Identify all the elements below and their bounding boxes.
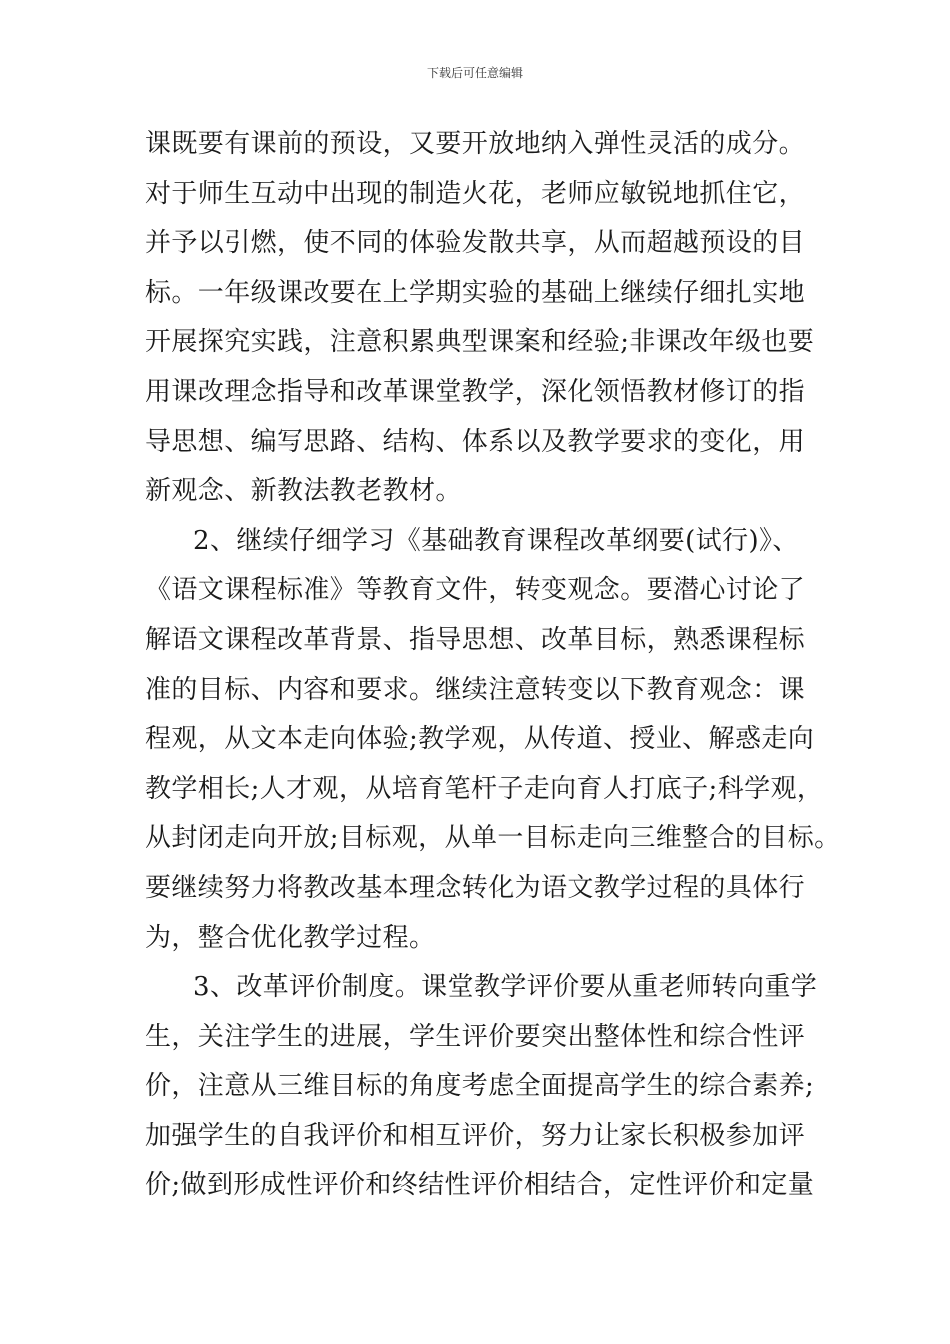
- text-line: 准的目标、内容和要求。继续注意转变以下教育观念：课: [145, 674, 806, 705]
- text-line: 为，整合优化教学过程。: [145, 922, 436, 953]
- paragraph-start-line: 2、继续仔细学习《基础教育课程改革纲要(试行)》、: [193, 525, 799, 556]
- text-line: 生，关注学生的进展，学生评价要突出整体性和综合性评: [145, 1021, 806, 1052]
- text-line: 要继续努力将教改基本理念转化为语文教学过程的具体行: [145, 872, 806, 903]
- text-line: 标。一年级课改要在上学期实验的基础上继续仔细扎实地: [145, 277, 806, 308]
- text-line: 用课改理念指导和改革课堂教学，深化领悟教材修订的指: [145, 376, 806, 407]
- text-line: 加强学生的自我评价和相互评价，努力让家长积极参加评: [145, 1120, 806, 1151]
- text-line: 开展探究实践，注意积累典型课案和经验;非课改年级也要: [145, 327, 815, 358]
- text-line: 解语文课程改革背景、指导思想、改革目标，熟悉课程标: [145, 624, 806, 655]
- text-line: 教学相长;人才观，从培育笔杆子走向育人打底子;科学观，: [145, 773, 824, 804]
- document-body: [145, 120, 841, 1211]
- text-line: 导思想、编写思路、结构、体系以及教学要求的变化，用: [145, 426, 806, 457]
- page-header: 下载后可任意编辑: [426, 66, 523, 80]
- paragraph-start-line: 3、改革评价制度。课堂教学评价要从重老师转向重学: [193, 972, 818, 1003]
- text-line: 新观念、新教法教老教材。: [145, 476, 462, 507]
- text-line: 价，注意从三维目标的角度考虑全面提高学生的综合素养;: [145, 1071, 815, 1102]
- text-line: 并予以引燃，使不同的体验发散共享，从而超越预设的目: [145, 228, 806, 259]
- text-line: 对于师生互动中出现的制造火花，老师应敏锐地抓住它，: [145, 178, 806, 209]
- text-line: 《语文课程标准》等教育文件，转变观念。要潜心讨论了: [145, 575, 806, 606]
- text-line: 程观，从文本走向体验;教学观，从传道、授业、解惑走向: [145, 724, 815, 755]
- text-line: 从封闭走向开放;目标观，从单一目标走向三维整合的目标。: [145, 823, 841, 854]
- text-line: 课既要有课前的预设，又要开放地纳入弹性灵活的成分。: [145, 129, 806, 159]
- text-line: 价;做到形成性评价和终结性评价相结合，定性评价和定量: [145, 1170, 815, 1201]
